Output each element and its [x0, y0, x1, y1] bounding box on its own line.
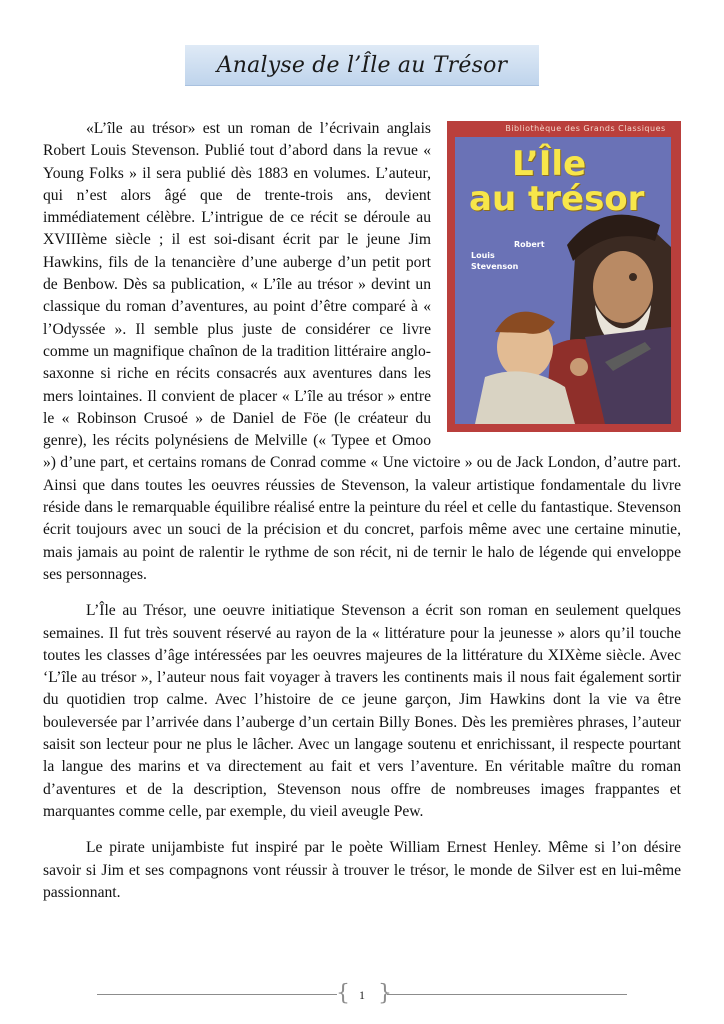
cover-series-label: Bibliothèque des Grands Classiques: [505, 124, 666, 133]
footer-divider-right: [387, 994, 627, 995]
left-brace-ornament: {: [336, 981, 350, 1006]
footer-divider-left: [97, 994, 337, 995]
document-body: [43, 118, 681, 918]
page-footer: [0, 980, 724, 1010]
title-banner: [185, 45, 539, 86]
paragraph-2: L’Île au Trésor, une oeuvre initiatique Stevenson a écrit son roman en seulement quelques semaines. Il fut très souvent réservé au rayon de la « littérature pour la jeunesse » alors qu’il touche toutes les classes d’âge intéressées par les oeuvres majeures de la littérature du XIXème siècle. Avec ‘L’île au trésor », l’auteur nous fait voyager à travers les continents mais il nous fait également sortir du quotidien trop calme. Avec l’histoire de ce jeune garçon, Jim Hawkins dont la vie va être bouleversée par l’arrivée dans l’auberge d’un certain Billy Bones. Dès les premières phrases, l’auteur saisit son lecteur pour ne plus le lâcher. Avec un langage soutenu et enrichissant, il respecte pourtant la langue des marins et va directement au fait et vers l’aventure. En véritable maître du roman d’aventures et de la description, Stevenson nous offre de nombreuses images frappantes et marquantes comme celle, par exemple, du vieil aveugle Pew.: [43, 602, 681, 820]
cover-author-line-2: Stevenson: [471, 262, 519, 271]
cover-title-line-1: L’Île: [512, 144, 587, 184]
page-number: 1: [359, 988, 365, 1002]
paragraph-1: [43, 118, 681, 586]
page-title: Analyse de l’Île au Trésor: [216, 52, 508, 78]
cover-author-line-1: Robert Louis: [471, 240, 545, 260]
cover-author: [471, 239, 543, 272]
cover-title-line-2: au trésor: [469, 179, 645, 219]
book-cover-image: [447, 121, 681, 432]
cover-title: [469, 144, 645, 219]
paragraph-1-text: «L’île au trésor» est un roman de l’écrivain anglais Robert Louis Stevenson. Publié tout d’abord dans la revue « Young Folks » il sera publié dès 1883 en volumes. L’auteur, qui n’est alors âgé que de trente-trois ans, devient immédiatement célèbre. L’intrigue de ce récit se déroule au XVIIIème siècle ; il est soi-disant écrit par le jeune Jim Hawkins, fils de la tenancière d’une auberge d’un petit port de Benbow. Dès sa publication, « L’île au trésor » devint un classique du roman d’aventures, au point d’être comparé à « l’Odyssée ». Il semble plus juste de considérer ce livre comme un magnifique chaînon de la tradition littéraire anglo-saxonne si riche en récits consacrés aux aventures dans les mers lointaines. Il convient de placer « L’île au trésor » entre le « Robinson Crusoé » de Daniel de Föe (le créateur du genre), les récits polynésiens de Melville (« Typee et Omoo ») d’une part, et certains romans de Conrad comme « Une victoire » ou de Jack London, d’autre part. Ainsi que dans toutes les oeuvres réussies de Stevenson, la valeur artistique fondamentale du livre réside dans le remarquable équilibre réalisé entre la peinture du réel et celle du fantastique. Stevenson écrit toujours avec un souci de la précision et du concret, parfois même avec une certaine minutie, mais jamais au point de ralentir le rythme de son récit, ni de ternir le halo de légende qui enveloppe ses personnages.: [43, 120, 681, 583]
paragraph-3: Le pirate unijambiste fut inspiré par le poète William Ernest Henley. Même si l’on désire savoir si Jim et ses compagnons vont réussir à trouver le trésor, le monde de Silver est en lui-même passionnant.: [43, 839, 681, 901]
cover-illustration: [455, 137, 671, 424]
right-brace-ornament: }: [378, 981, 392, 1006]
